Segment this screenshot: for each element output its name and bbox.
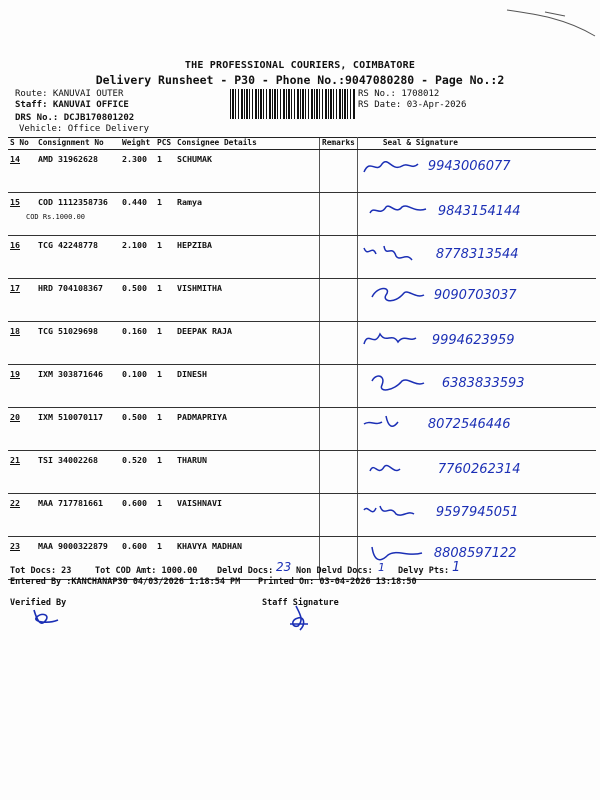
entered-by: Entered By :KANCHANAP30 04/03/2026 1:18:54 PM xyxy=(10,577,241,587)
col-pcs: PCS xyxy=(155,138,175,150)
table-row xyxy=(8,451,596,494)
row-consignee: DINESH xyxy=(175,365,320,408)
table-row xyxy=(8,193,596,236)
row-phone-handwritten: 9090703037 xyxy=(433,287,517,303)
row-consignment: MAA 717781661 xyxy=(38,498,103,508)
row-sno: 17 xyxy=(10,283,20,293)
row-weight: 2.100 xyxy=(120,236,155,279)
delivery-points-label: Delvy Pts: xyxy=(398,566,450,576)
row-consignment: TCG 42248778 xyxy=(38,240,98,250)
total-cod: Tot COD Amt: 1000.00 xyxy=(95,566,198,576)
row-consignee: VAISHNAVI xyxy=(175,494,320,537)
table-row xyxy=(8,494,596,537)
staff: Staff: KANUVAI OFFICE xyxy=(15,100,129,110)
row-signature-cell xyxy=(357,279,596,322)
row-signature xyxy=(368,283,430,307)
row-weight: 0.440 xyxy=(120,193,155,236)
col-sno: S No xyxy=(8,138,36,150)
row-sno: 20 xyxy=(10,412,20,422)
row-signature-cell xyxy=(357,150,596,193)
row-consignment: HRD 704108367 xyxy=(38,283,103,293)
row-weight: 0.600 xyxy=(120,494,155,537)
col-consignee: Consignee Details xyxy=(175,138,320,150)
table-row xyxy=(8,150,596,193)
row-weight: 2.300 xyxy=(120,150,155,193)
drs-number: DRS No.: DCJB170801202 xyxy=(15,113,135,123)
delivered-docs-handwritten: 23 xyxy=(276,560,292,574)
row-remarks xyxy=(320,150,358,193)
row-sno: 18 xyxy=(10,326,20,336)
row-remarks xyxy=(320,193,358,236)
row-consignment: TSI 34002268 xyxy=(38,455,98,465)
verifier-signature xyxy=(28,606,68,632)
col-remarks: Remarks xyxy=(320,138,358,150)
row-phone-handwritten: 9994623959 xyxy=(431,332,515,348)
row-pcs: 1 xyxy=(155,322,175,365)
vehicle: Vehicle: Office Delivery xyxy=(19,124,150,134)
barcode xyxy=(230,89,355,119)
row-consignee: VISHMITHA xyxy=(175,279,320,322)
staff-signature xyxy=(284,604,314,636)
printed-on: Printed On: 03-04-2026 13:18:50 xyxy=(258,577,417,587)
table-row xyxy=(8,365,596,408)
row-pcs: 1 xyxy=(155,279,175,322)
row-consignee: PADMAPRIYA xyxy=(175,408,320,451)
row-signature-cell xyxy=(357,408,596,451)
row-sno: 15 xyxy=(10,197,20,207)
table-row xyxy=(8,236,596,279)
row-signature xyxy=(368,371,430,395)
delivered-docs-label: Delvd Docs: xyxy=(217,566,274,576)
row-sno: 19 xyxy=(10,369,20,379)
row-sno: 22 xyxy=(10,498,20,508)
delivery-points-handwritten: 1 xyxy=(452,560,461,575)
row-remarks xyxy=(320,365,358,408)
verified-by-label: Verified By xyxy=(10,598,67,608)
row-consignee: SCHUMAK xyxy=(175,150,320,193)
row-consignment: IXM 303871646 xyxy=(38,369,103,379)
non-delivered-handwritten: 1 xyxy=(378,561,385,574)
row-sno: 23 xyxy=(10,541,20,551)
route: Route: KANUVAI OUTER xyxy=(15,89,124,99)
row-signature xyxy=(362,328,424,352)
row-sno: 16 xyxy=(10,240,20,250)
row-pcs: 1 xyxy=(155,408,175,451)
row-consignment: IXM 510070117 xyxy=(38,412,103,422)
row-pcs: 1 xyxy=(155,236,175,279)
row-pcs: 1 xyxy=(155,537,175,580)
row-signature xyxy=(362,154,424,178)
col-weight: Weight xyxy=(120,138,155,150)
row-signature-cell xyxy=(357,494,596,537)
rs-date: RS Date: 03-Apr-2026 xyxy=(358,100,467,110)
row-remarks xyxy=(320,322,358,365)
row-consignee: DEEPAK RAJA xyxy=(175,322,320,365)
row-signature-cell xyxy=(357,537,596,580)
row-phone-handwritten: 9943006077 xyxy=(427,158,511,174)
row-remarks xyxy=(320,279,358,322)
row-signature-cell xyxy=(357,322,596,365)
row-phone-handwritten: 8808597122 xyxy=(433,545,517,561)
runsheet-table xyxy=(8,137,596,580)
table-row xyxy=(8,322,596,365)
cod-amount: COD Rs.1000.00 xyxy=(26,213,86,221)
company-title: THE PROFESSIONAL COURIERS, COIMBATORE xyxy=(184,60,416,71)
row-pcs: 1 xyxy=(155,193,175,236)
row-phone-handwritten: 9597945051 xyxy=(435,504,519,520)
row-signature xyxy=(362,242,424,266)
row-remarks xyxy=(320,451,358,494)
row-pcs: 1 xyxy=(155,365,175,408)
row-weight: 0.500 xyxy=(120,408,155,451)
row-remarks xyxy=(320,236,358,279)
pen-mark xyxy=(505,2,600,46)
row-signature-cell xyxy=(357,451,596,494)
row-sno: 21 xyxy=(10,455,20,465)
row-pcs: 1 xyxy=(155,494,175,537)
row-signature xyxy=(368,457,430,481)
row-pcs: 1 xyxy=(155,451,175,494)
row-consignment: MAA 9000322879 xyxy=(38,541,108,551)
row-remarks xyxy=(320,408,358,451)
row-pcs: 1 xyxy=(155,150,175,193)
row-signature xyxy=(362,500,424,524)
row-weight: 0.520 xyxy=(120,451,155,494)
row-signature-cell xyxy=(357,365,596,408)
runsheet-subtitle: Delivery Runsheet - P30 - Phone No.:9047080280 - Page No.:2 xyxy=(95,73,505,87)
row-consignee: Ramya xyxy=(175,193,320,236)
row-consignment: AMD 31962628 xyxy=(38,154,98,164)
row-consignee: KHAVYA MADHAN xyxy=(175,537,320,580)
col-seal: Seal & Signature xyxy=(357,138,596,150)
row-consignee: THARUN xyxy=(175,451,320,494)
table-row xyxy=(8,279,596,322)
table-row xyxy=(8,408,596,451)
row-signature xyxy=(368,199,430,223)
total-docs: Tot Docs: 23 xyxy=(10,566,72,576)
row-remarks xyxy=(320,494,358,537)
row-signature xyxy=(362,412,424,436)
row-phone-handwritten: 8072546446 xyxy=(427,416,511,432)
row-weight: 0.600 xyxy=(120,537,155,580)
row-phone-handwritten: 7760262314 xyxy=(437,461,521,477)
row-signature-cell xyxy=(357,236,596,279)
staff-signature-label: Staff Signature xyxy=(262,598,339,608)
row-phone-handwritten: 6383833593 xyxy=(441,375,525,391)
row-weight: 0.500 xyxy=(120,279,155,322)
row-consignment: TCG 51029698 xyxy=(38,326,98,336)
row-consignee: HEPZIBA xyxy=(175,236,320,279)
rs-number: RS No.: 1708012 xyxy=(358,89,440,99)
row-phone-handwritten: 8778313544 xyxy=(435,246,519,262)
row-weight: 0.160 xyxy=(120,322,155,365)
row-phone-handwritten: 9843154144 xyxy=(437,203,521,219)
row-signature-cell xyxy=(357,193,596,236)
row-weight: 0.100 xyxy=(120,365,155,408)
row-consignment: COD 1112358736 xyxy=(38,197,108,207)
col-consignment: Consignment No xyxy=(36,138,120,150)
row-sno: 14 xyxy=(10,154,20,164)
table-header-row xyxy=(8,138,596,150)
non-delivered-label: Non Delvd Docs: xyxy=(296,566,373,576)
